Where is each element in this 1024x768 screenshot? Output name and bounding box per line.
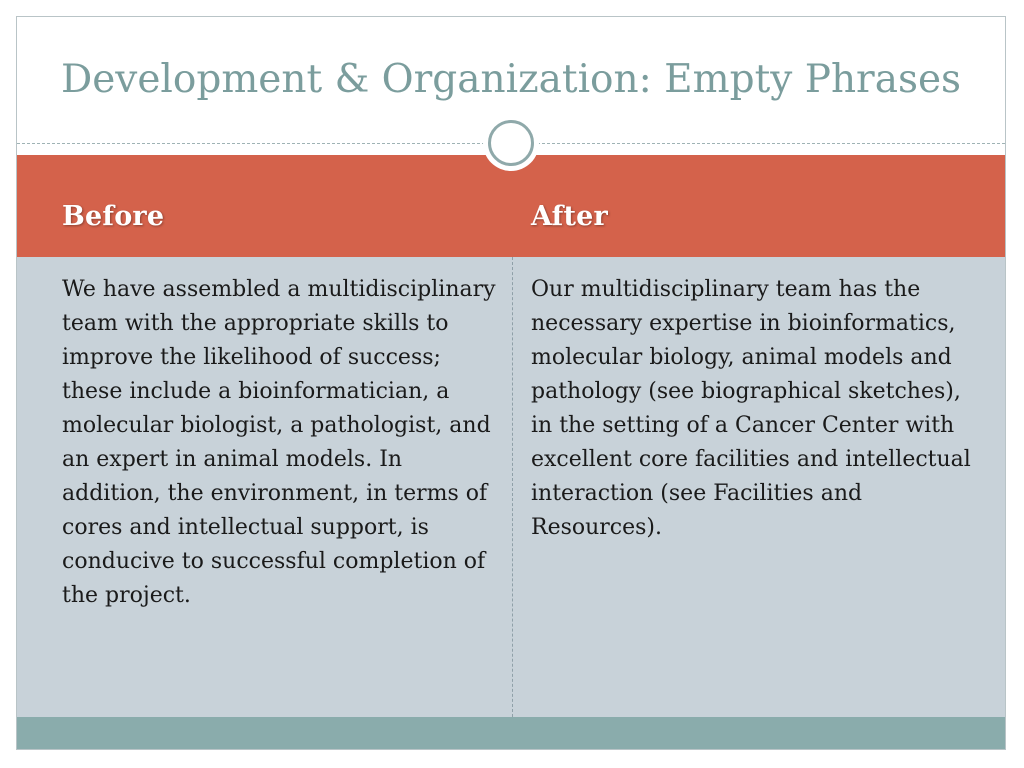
column-divider bbox=[512, 257, 513, 717]
header-after: After bbox=[531, 201, 608, 232]
circle-ornament-icon bbox=[483, 115, 539, 171]
comparison-table bbox=[17, 155, 1005, 717]
slide bbox=[16, 16, 1006, 750]
table-body-row bbox=[17, 257, 1005, 717]
slide-title: Development & Organization: Empty Phrases bbox=[60, 57, 962, 102]
cell-before: We have assembled a multidisciplinary team with the appropriate skills to improve the likelihood of success; these include a bioinformatician, a molecular biologist, a pathologist, and an expert in animal models. In addition, the environment, in terms of cores and intellectual support, is conducive to successful completion of the project. bbox=[62, 277, 496, 608]
footer-band bbox=[17, 717, 1005, 750]
cell-after: Our multidisciplinary team has the necessary expertise in bioinformatics, molecular biology, animal models and pathology (see biographical sketches), in the setting of a Cancer Center with excellent core facilities and intellectual interaction (see Facilities and Resources). bbox=[531, 277, 971, 540]
header-before: Before bbox=[62, 201, 165, 232]
